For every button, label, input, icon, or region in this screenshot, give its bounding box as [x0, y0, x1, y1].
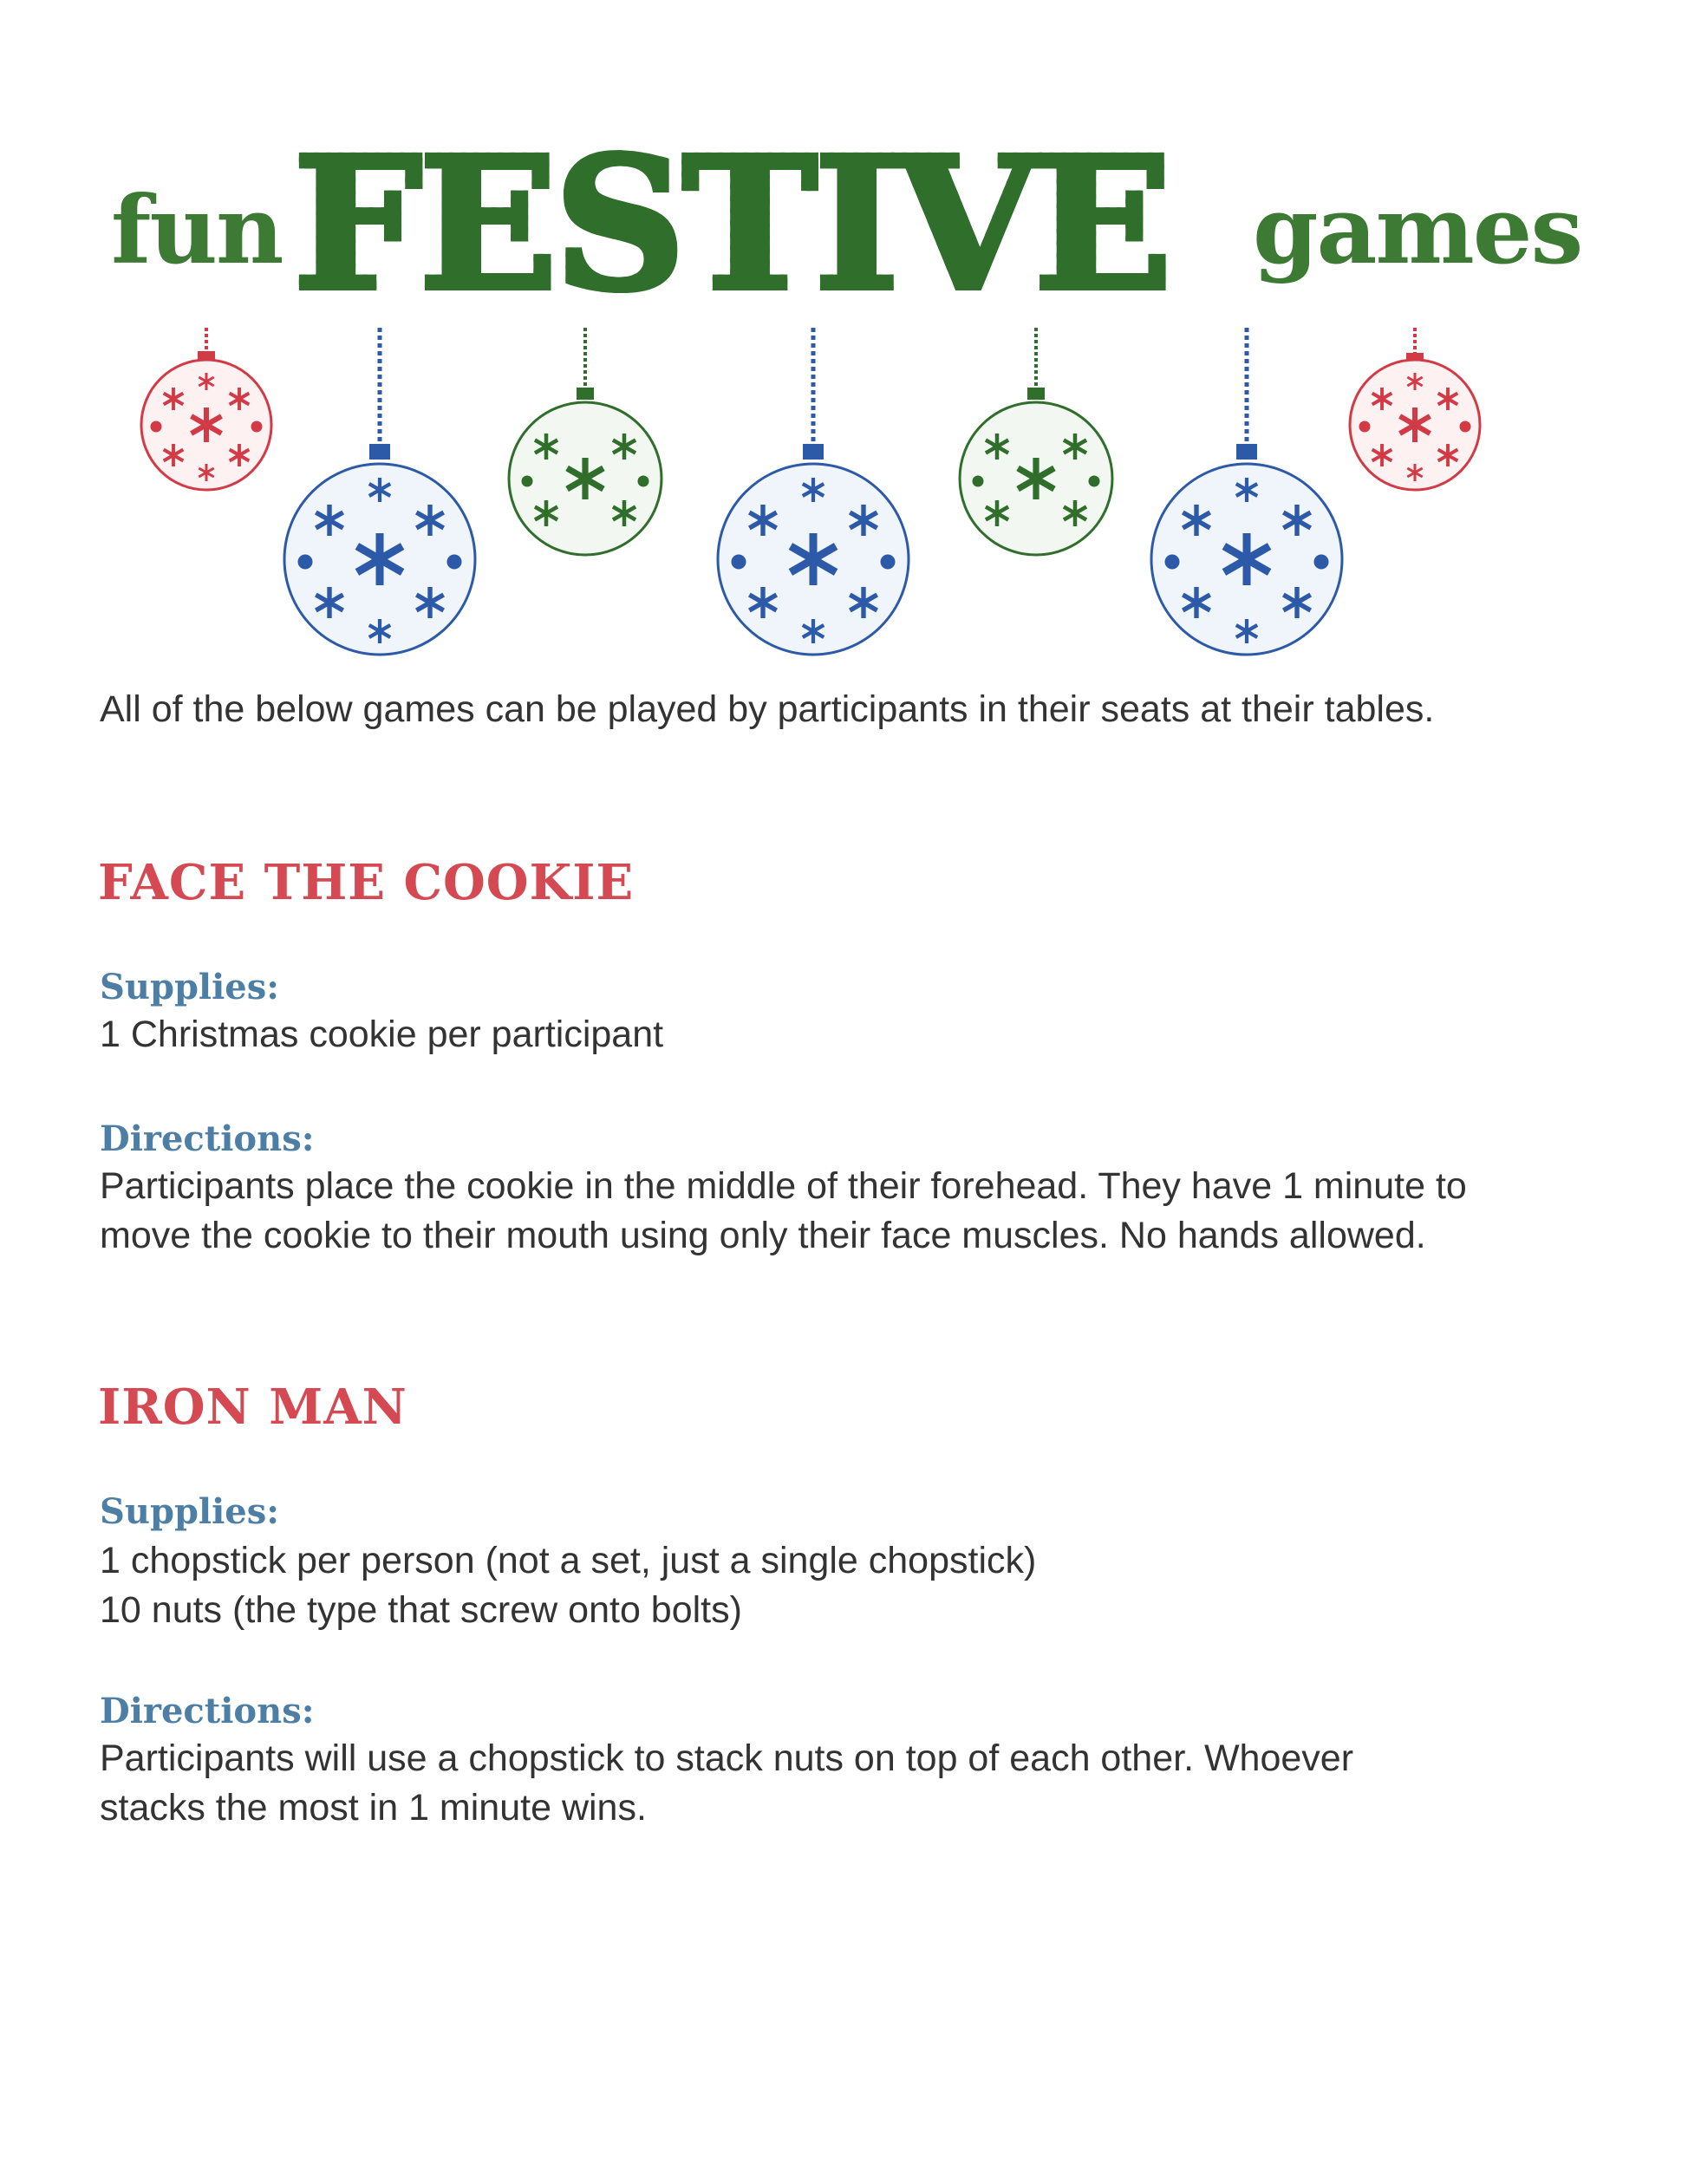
directions-label: Directions: — [100, 1118, 315, 1159]
game-title-face-the-cookie: FACE THE COOKIE — [98, 854, 635, 911]
directions-line: Participants will use a chopstick to stack nuts on top of each other. Whoever — [100, 1737, 1354, 1779]
supplies-line: 10 nuts (the type that screw onto bolts) — [100, 1589, 742, 1631]
header-title — [0, 113, 1688, 338]
ornament-blue-3-icon — [1151, 328, 1342, 655]
supplies-line: 1 chopstick per person (not a set, just a single chopstick) — [100, 1540, 1037, 1581]
ornament-blue-2-icon — [718, 328, 909, 655]
directions-line: Participants place the cookie in the middle of their forehead. They have 1 minute to — [100, 1165, 1467, 1207]
game-title-iron-man: IRON MAN — [98, 1379, 407, 1436]
ornament-blue-1-icon — [284, 328, 475, 655]
ornament-green-2-icon — [960, 328, 1112, 555]
supplies-label: Supplies: — [100, 1491, 280, 1532]
ornament-green-1-icon — [509, 328, 662, 555]
ornament-red-left-icon — [141, 328, 271, 490]
directions-line: move the cookie to their mouth using only their face muscles. No hands allowed. — [100, 1215, 1426, 1256]
ornaments-decoration — [0, 321, 1688, 668]
ornament-red-right-icon — [1350, 328, 1480, 490]
supplies-label: Supplies: — [100, 967, 280, 1007]
title-word-fun: fun — [111, 176, 283, 285]
intro-text: All of the below games can be played by participants in their seats at their tables. — [100, 688, 1435, 730]
directions-label: Directions: — [100, 1691, 315, 1731]
title-word-games: games — [1253, 176, 1582, 285]
supplies-line: 1 Christmas cookie per participant — [100, 1014, 664, 1055]
directions-line: stacks the most in 1 minute wins. — [100, 1787, 647, 1829]
title-word-festive: FESTIVE — [293, 117, 1170, 331]
